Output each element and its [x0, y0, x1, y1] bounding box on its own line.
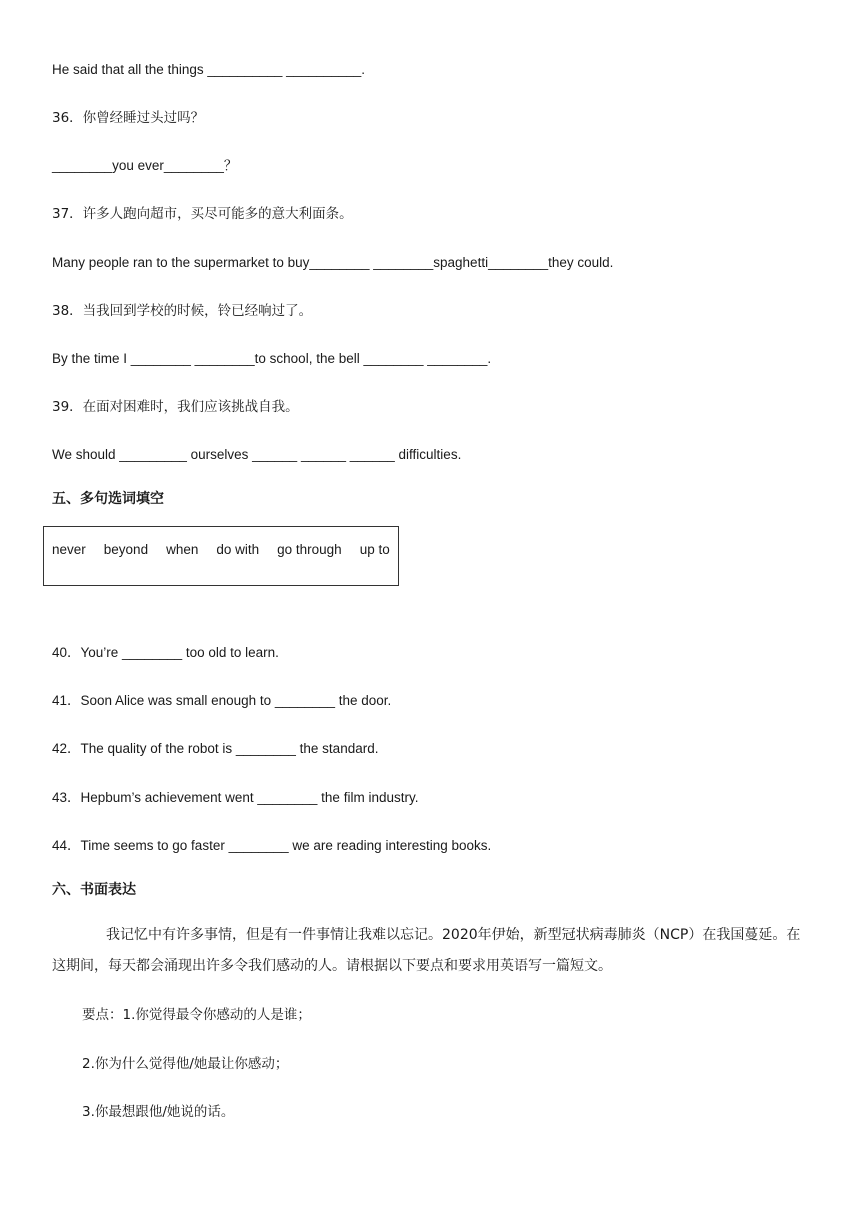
question-44: 44．Time seems to go faster ________ we are reading interesting books. — [52, 838, 492, 853]
word-bank-item: do with — [216, 542, 260, 557]
writing-point-2: 2.你为什么觉得他/她最让你感动； — [82, 1056, 289, 1072]
question-37-english: Many people ran to the supermarket to buy________ ________spaghetti________they could. — [52, 255, 614, 270]
writing-point-3: 3.你最想跟他/她说的话。 — [82, 1104, 235, 1120]
word-bank-item: go through — [277, 542, 342, 557]
question-39-chinese: 39．在面对困难时，我们应该挑战自我。 — [52, 399, 299, 415]
word-bank-box — [43, 526, 399, 586]
sentence-35-english: He said that all the things __________ __________. — [52, 62, 366, 77]
question-37-chinese: 37．许多人跑向超市，买尽可能多的意大利面条。 — [52, 206, 353, 222]
question-41: 41．Soon Alice was small enough to ________ the door. — [52, 693, 392, 708]
question-38-english: By the time I ________ ________to school, the bell ________ ________. — [52, 351, 492, 366]
writing-point-1: 要点：1.你觉得最令你感动的人是谁； — [82, 1007, 311, 1023]
question-36-english: ________you ever________？ — [52, 158, 238, 173]
word-bank-item: up to — [359, 542, 390, 557]
section-5-heading: 五、多句选词填空 — [52, 491, 164, 507]
word-bank-item: never — [52, 542, 86, 557]
question-43: 43．Hepbum’s achievement went ________ the film industry. — [52, 790, 419, 805]
word-bank-item: beyond — [103, 542, 149, 557]
section-6-heading: 六、书面表达 — [52, 882, 136, 898]
question-42: 42．The quality of the robot is ________ the standard. — [52, 741, 379, 756]
question-39-english: We should _________ ourselves ______ ______ ______ difficulties. — [52, 447, 462, 462]
question-38-chinese: 38．当我回到学校的时候，铃已经响过了。 — [52, 303, 313, 319]
word-bank-item: when — [166, 542, 199, 557]
question-40: 40．You’re ________ too old to learn. — [52, 645, 279, 660]
writing-prompt-paragraph: 我记忆中有许多事情，但是有一件事情让我难以忘记。2020年伊始，新型冠状病毒肺炎（NCP）在我国蔓延。在这期间，每天都会涌现出许多令我们感动的人。请根据以下要点和要求用英语写一篇短文。 — [52, 927, 801, 974]
question-36-chinese: 36．你曾经睡过头过吗？ — [52, 110, 205, 126]
